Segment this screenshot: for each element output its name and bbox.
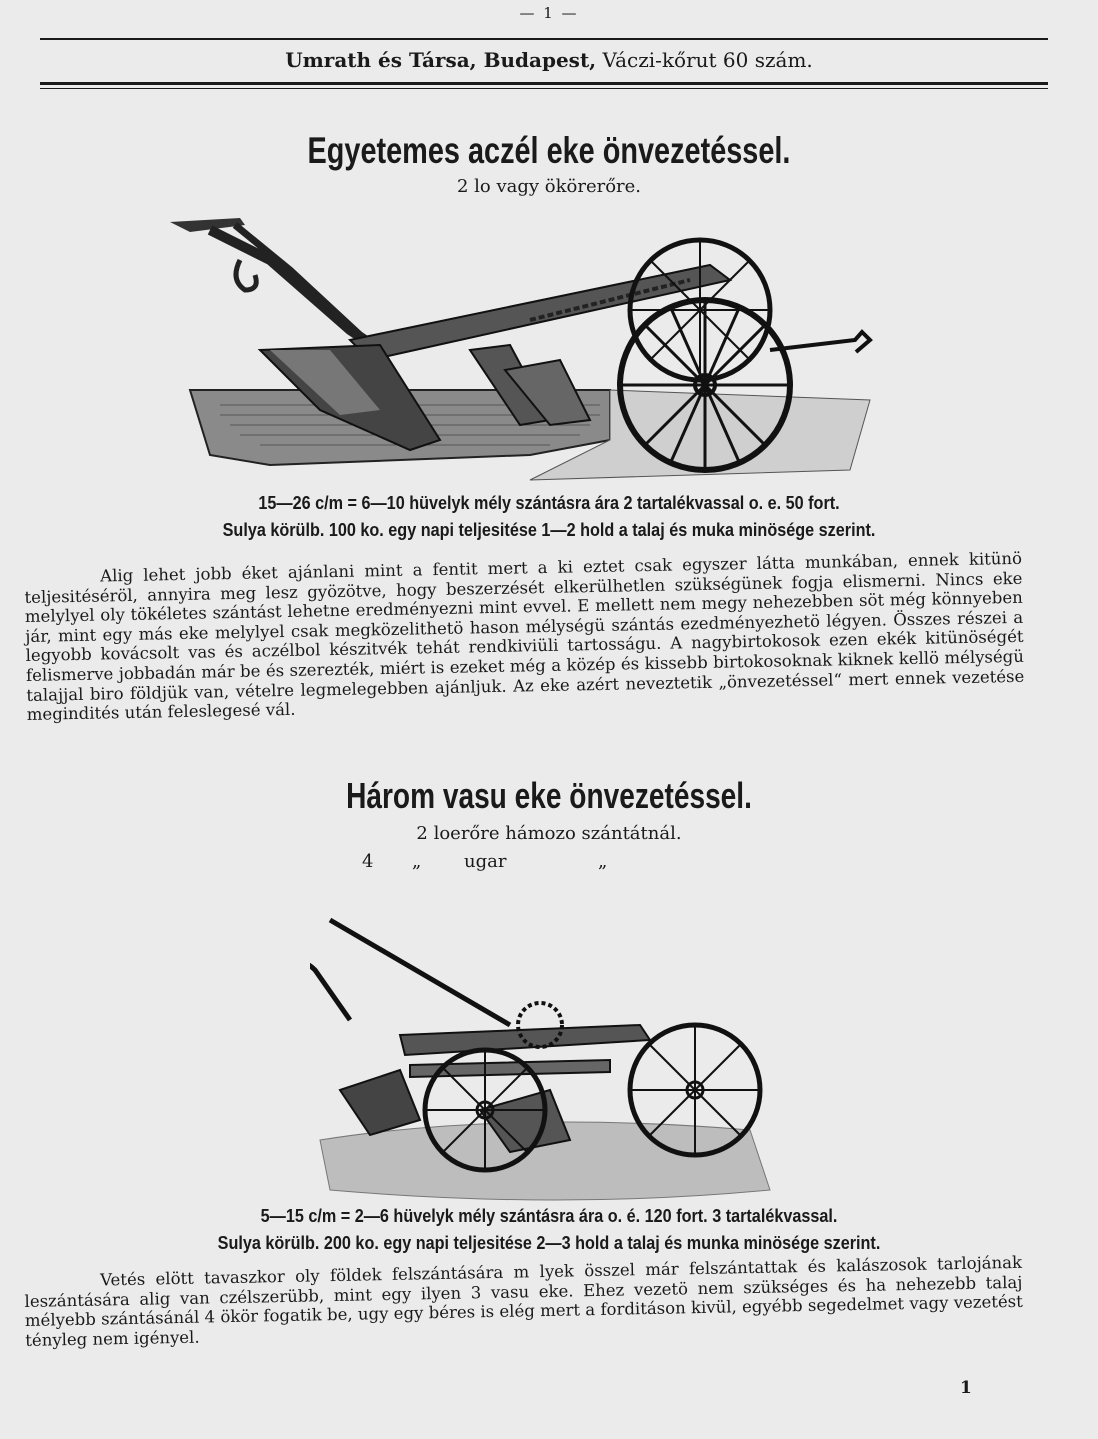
section2-paragraph [24,1253,1023,1351]
firm-name: Umrath és Társa, Budapest, [285,48,597,72]
ugar-ditto-mark: „ [412,851,422,872]
section2-title: Három vasu eke önvezetéssel. [346,775,752,816]
section1-subtitle: 2 lo vagy ökörerőre. [456,176,642,197]
section1-paragraph [24,549,1025,725]
header-line [0,48,1098,72]
firm-address: Váczi-kőrut 60 szám. [602,48,813,72]
section2-paragraph-text: Vetés elött tavaszkor oly földek felszántására m lyek összel már felszántattak és kalászosok tarlojának leszántására alig van czélszerübb, mint egy ilyen 3 vasu eke. Ehez vezetö nem szükséges és ha nehezebb talaj mélyebb szántásánál 4 ökör fogatik be, ugy egy béres is elég mert a forditáson kivül, egyébb segedelmet vagy vezetést tényleg nem igényel. [24,1252,1023,1350]
section1-paragraph-text: Alig lehet jobb éket ajánlani mint a fentit mert a ki eztet csak egyszer látta munkában, ennek kitünö teljesitéséröl, annyira meg lesz gyözötve, hogy beszerzését elkerülhetlen szükségünek fogja elismerni. Nincs eke melylyel oly tökéletes szántást lehetne eredményezni mint evvel. E mellett nem megy nehezebben söt még könnyeben jár, mint egy más eke melylyel csak megközelithetö hason mélységü szántás ezedményezhetö légyen. Összes részei a legyobb kovácsolt vas és aczélbol készitvék tehát rendkiviüli tartosságu. A nagybirtokosok ezen ekék kitünöségét felismerve jobbadán már be és szerezték, miért is ezeket még a közép és kissebb birtokosoknak kiknek kellö mélységü talajjal biro földjük van, vételre legmelegebben ajánljuk. Az eke azért neveztetik „önvezetéssel“ mert ennek vezetése megindités után feleslegesé vál. [24,548,1025,725]
section1-spec-line2: Sulya körülb. 100 ko. egy napi teljesitése 1—2 hold a talaj és muka minösége szerint. [222,520,876,540]
page-number-bottom: 1 [960,1378,972,1398]
ugar-ditto-mark-2: „ [598,851,608,872]
plough-illustration-1 [150,210,900,490]
ugar-word: ugar [464,851,507,872]
ugar-number: 4 [362,851,374,872]
section1-spec-line1: 15—26 c/m = 6—10 hüvelyk mély szántásra ára 2 tartalékvassal o. e. 50 fort. [258,493,840,513]
header-rule-top [40,38,1048,40]
plough-illustration-2 [310,890,780,1210]
section1-title: Egyetemes aczél eke önvezetéssel. [307,130,791,171]
section2-subtitle-line1: 2 loerőre hámozo szántátnál. [416,823,682,844]
section2-spec-line2: Sulya körülb. 200 ko. egy napi teljesitése 2—3 hold a talaj és munka minösége szerint. [217,1233,881,1253]
header-rule-bottom-thin [40,88,1048,89]
section2-spec-line1: 5—15 c/m = 2—6 hüvelyk mély szántásra ára o. é. 120 fort. 3 tartalékvassal. [260,1206,838,1226]
page-number-top: — 1 — [519,4,579,22]
header-rule-bottom-thick [40,82,1048,85]
